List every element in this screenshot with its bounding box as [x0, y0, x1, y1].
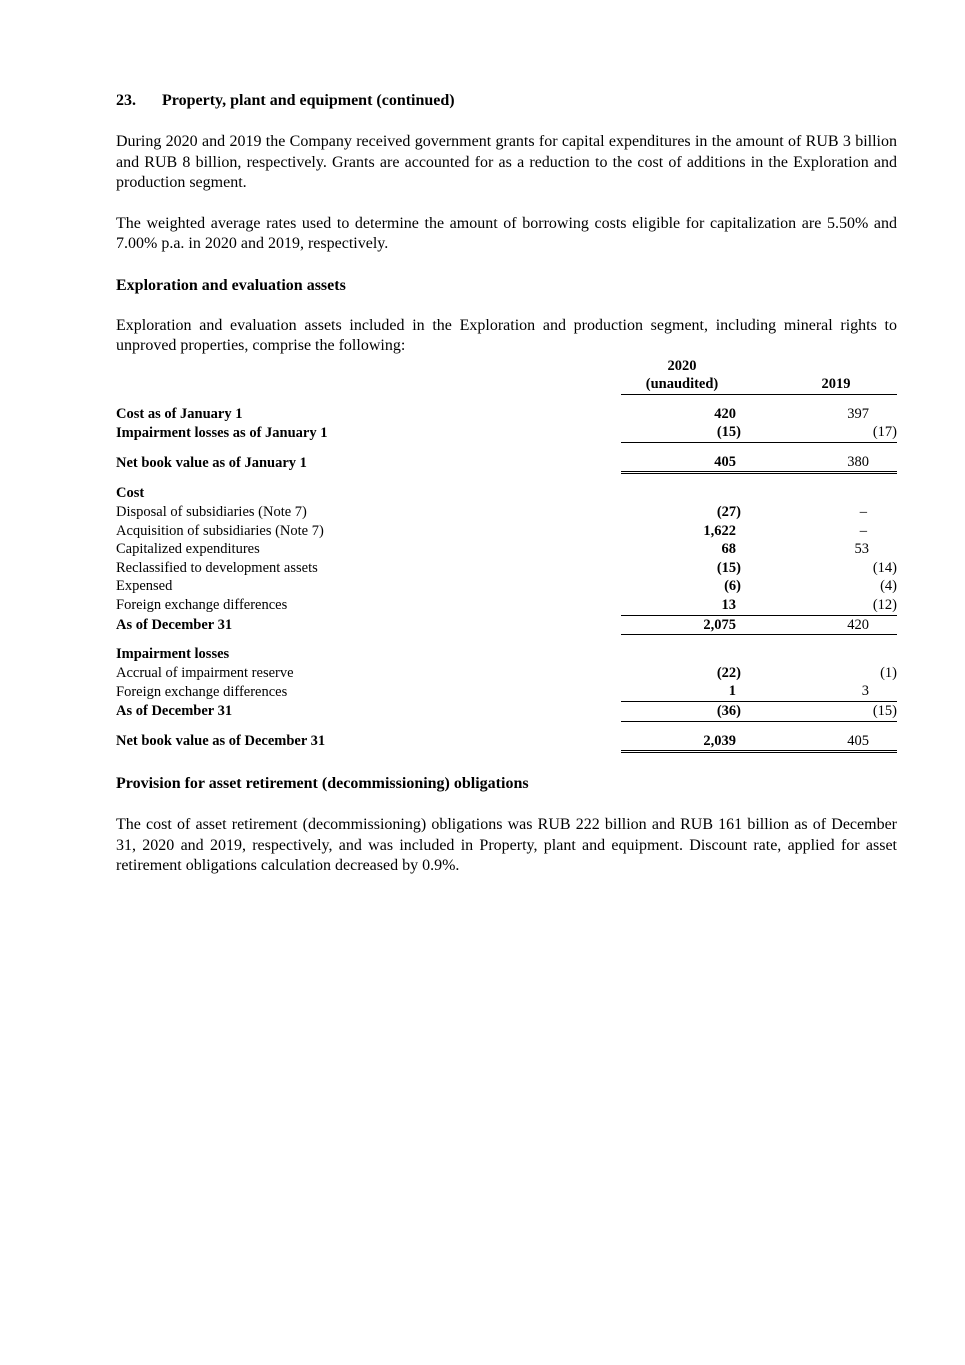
section-title-text: Property, plant and equipment (continued)	[162, 92, 455, 109]
row-label: Reclassified to development assets	[116, 559, 318, 576]
provision-heading: Provision for asset retirement (decommissioning) obligations	[116, 775, 529, 793]
grants-paragraph: During 2020 and 2019 the Company received government grants for capital expenditures in the amount of RUB 3 billion and RUB 8 billion, respectively. Grants are accounted for as a reduction to the cost of additions in the Exploration and production segment.	[116, 133, 897, 191]
rates-paragraph: The weighted average rates used to determine the amount of borrowing costs eligible for capitalization are 5.50% and 7.00% p.a. in 2020 and 2019, respectively.	[116, 214, 897, 252]
value-2019: (4)	[880, 578, 897, 595]
value-2020: (36)	[621, 702, 743, 722]
value-2019: –	[859, 522, 867, 539]
col-2020-note: (unaudited)	[621, 375, 743, 394]
value-2020: 2,075	[621, 615, 743, 635]
table-row	[116, 405, 897, 424]
exploration-intro: Exploration and evaluation assets included in the Exploration and production segment, including mineral rights to unproved properties, comprise the following:	[116, 316, 897, 354]
table-row	[116, 682, 897, 701]
table-row	[116, 559, 897, 578]
table-row	[116, 503, 897, 522]
row-label: Net book value as of January 1	[116, 454, 307, 471]
value-2019: 53	[854, 541, 869, 558]
table-row	[116, 615, 897, 635]
cost-subheading: Cost	[116, 485, 145, 502]
table-row	[116, 540, 897, 559]
row-label: As of December 31	[116, 703, 233, 719]
value-2019: 405	[775, 732, 897, 752]
col-2019-year: 2019	[775, 375, 897, 394]
value-2019: (15)	[775, 702, 897, 722]
row-label: Acquisition of subsidiaries (Note 7)	[116, 522, 324, 539]
value-2020: (22)	[716, 664, 741, 681]
table-row	[116, 596, 897, 615]
value-2020: 420	[714, 405, 736, 422]
row-label: Disposal of subsidiaries (Note 7)	[116, 504, 307, 521]
row-label: Cost as of January 1	[116, 405, 243, 422]
value-2019: 380	[775, 453, 897, 473]
value-2019: –	[859, 504, 867, 521]
value-2020: 68	[721, 541, 736, 558]
value-2020: (15)	[716, 559, 741, 576]
table-row	[116, 702, 897, 722]
table-row	[116, 484, 897, 503]
table-row	[116, 645, 897, 664]
value-2019: (17)	[775, 423, 897, 442]
value-2019: (1)	[880, 664, 897, 681]
value-2020: 13	[621, 596, 743, 615]
row-label: Accrual of impairment reserve	[116, 664, 294, 681]
row-label: Capitalized expenditures	[116, 541, 260, 558]
row-label: Impairment losses as of January 1	[116, 424, 328, 441]
value-2020: 405	[621, 453, 743, 473]
section-number: 23.	[116, 92, 136, 109]
exploration-assets-table	[116, 357, 897, 754]
value-2019: 397	[847, 405, 869, 422]
value-2019: (14)	[872, 559, 897, 576]
value-2019: 3	[775, 682, 897, 701]
table-row	[116, 732, 897, 752]
value-2020: 1	[621, 682, 743, 701]
exploration-heading: Exploration and evaluation assets	[116, 276, 346, 294]
table-row	[116, 577, 897, 596]
col-2020-year: 2020	[667, 357, 697, 374]
table-row	[116, 453, 897, 473]
section-title	[116, 91, 897, 111]
row-label: As of December 31	[116, 616, 233, 633]
row-label: Foreign exchange differences	[116, 683, 288, 700]
value-2020: (15)	[621, 423, 743, 442]
value-2020: (27)	[716, 504, 741, 521]
value-2020: 2,039	[621, 732, 743, 752]
value-2020: (6)	[724, 578, 741, 595]
row-label: Expensed	[116, 578, 173, 595]
value-2020: 1,622	[703, 522, 736, 539]
table-row	[116, 423, 897, 442]
table-row	[116, 664, 897, 683]
value-2019: (12)	[775, 596, 897, 615]
page-content	[116, 91, 897, 877]
value-2019: 420	[775, 615, 897, 635]
row-label: Foreign exchange differences	[116, 597, 288, 614]
provision-paragraph: The cost of asset retirement (decommissioning) obligations was RUB 222 billion and RUB 161 billion as of December 31, 2020 and 2019, respectively, and was included in Property, plant and equipment. Discount rate, applied for asset retirement obligations calculation decreased by 0.9%.	[116, 816, 897, 875]
table-row	[116, 522, 897, 541]
row-label: Net book value as of December 31	[116, 733, 326, 750]
impairment-subheading: Impairment losses	[116, 646, 230, 663]
